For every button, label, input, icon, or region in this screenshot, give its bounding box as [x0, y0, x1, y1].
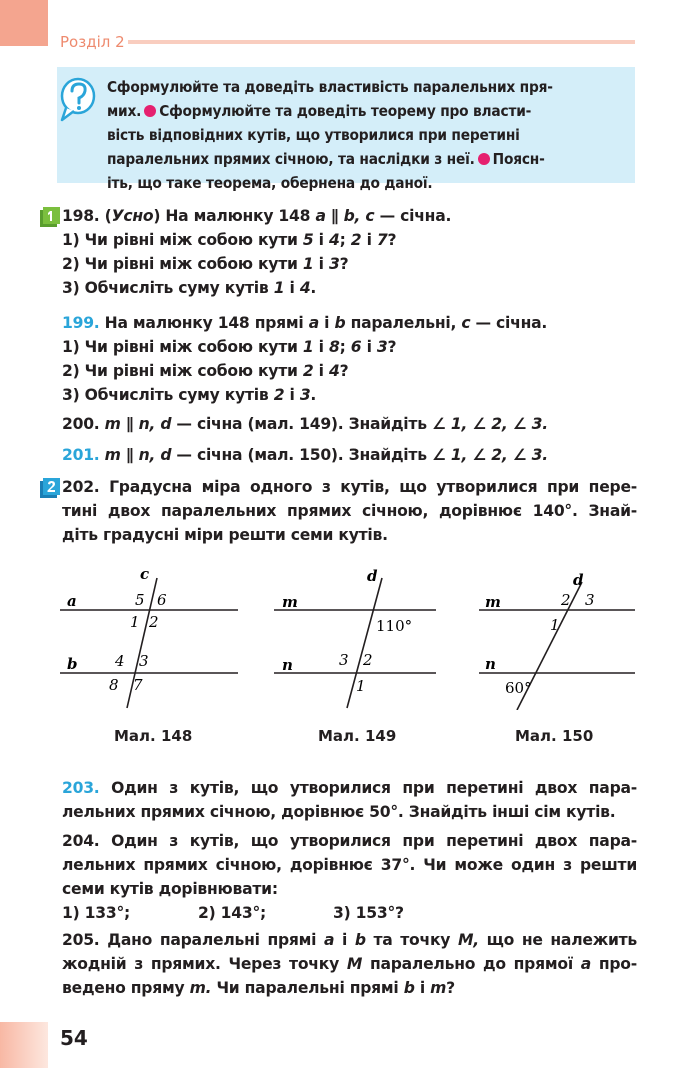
exercise-line: 202. Градусна міра одного з кутів, що утворилися при пере- — [62, 478, 637, 496]
angle-label: 5 — [135, 591, 145, 609]
figure-150 — [475, 560, 640, 710]
exercise-line: ведено пряму m. Чи паралельні прямі b і m? — [62, 979, 455, 997]
angle-label: 3 — [585, 591, 595, 609]
section-label: Розділ 2 — [60, 33, 125, 51]
review-line: паралельних прямих січною, та наслідки з неї. Поясн- — [107, 150, 545, 168]
angle-label: 3 — [139, 652, 149, 670]
header-rule — [128, 40, 635, 44]
angle-label: 1 — [356, 677, 366, 695]
corner-decoration — [0, 0, 48, 46]
exercise-line: 2) Чи рівні між собою кути 2 і 4? — [62, 362, 349, 380]
line-label-b: b — [67, 655, 78, 673]
exercise-line: 1) Чи рівні між собою кути 1 і 8; 6 і 3? — [62, 338, 397, 356]
angle-label: 4 — [115, 652, 125, 670]
exercise-199 — [62, 311, 637, 407]
option: 3) 153°? — [333, 904, 404, 922]
line-label-n: n — [282, 656, 293, 674]
angle-label: 110° — [376, 617, 413, 635]
exercise-line: 200. m ∥ n, d — січна (мал. 149). Знайдіть ∠ 1, ∠ 2, ∠ 3. — [62, 415, 548, 433]
angle-label: 6 — [157, 591, 167, 609]
exercise-line: тині двох паралельних прямих січною, дорівнює 140°. Знай- — [62, 502, 637, 520]
exercise-205 — [62, 928, 637, 1000]
exercise-line: 199. На малюнку 148 прямі a і b паралельні, c — січна. — [62, 314, 548, 332]
exercise-line: лельних прямих січною, дорівнює 37°. Чи може один з решти — [62, 856, 637, 874]
exercise-198 — [62, 204, 637, 300]
angle-label: 2 — [363, 651, 373, 669]
exercise-line: 203. Один з кутів, що утворилися при перетині двох пара- — [62, 779, 637, 797]
exercise-line: 198. (Усно) На малюнку 148 a ∥ b, c — січна. — [62, 207, 452, 225]
review-line: іть, що таке теорема, обернена до даної. — [107, 174, 433, 192]
line-label-m: m — [485, 593, 501, 611]
exercise-204 — [62, 829, 637, 925]
exercise-line: діть градусні міри решти семи кутів. — [62, 526, 388, 544]
exercise-line: 3) Обчисліть суму кутів 1 і 4. — [62, 279, 317, 297]
page-number: 54 — [60, 1026, 88, 1050]
exercise-line: 205. Дано паралельні прямі a і b та точку M, що не належить — [62, 931, 638, 949]
angle-label: 7 — [133, 676, 143, 694]
exercise-line: лельних прямих січною, дорівнює 50°. Знайдіть інші сім кутів. — [62, 803, 616, 821]
review-questions-box — [57, 67, 635, 192]
exercise-202 — [62, 475, 637, 547]
review-line: вість відповідних кутів, що утворилися при перетині — [107, 126, 520, 144]
figure-148 — [60, 560, 245, 710]
figure-148-caption: Мал. 148 — [114, 727, 193, 745]
line-label-d: d — [367, 567, 378, 585]
figure-149 — [272, 560, 442, 710]
angle-label: 2 — [149, 613, 159, 631]
line-label-n: n — [485, 655, 496, 673]
exercise-203 — [62, 776, 637, 824]
angle-label: 60° — [505, 679, 532, 697]
question-bubble-icon — [60, 76, 98, 122]
option: 1) 133°; — [62, 904, 130, 922]
exercise-line: 204. Один з кутів, що утворилися при перетині двох пара- — [62, 832, 637, 850]
exercise-line: 1) Чи рівні між собою кути 5 і 4; 2 і 7? — [62, 231, 397, 249]
review-line: Сформулюйте та доведіть властивість паралельних пря- — [107, 78, 553, 96]
review-line: мих. Сформулюйте та доведіть теорему про власти- — [107, 102, 532, 120]
bullet-dot-icon — [144, 105, 156, 117]
angle-label: 1 — [130, 613, 140, 631]
exercise-201 — [62, 443, 637, 467]
exercise-line: 3) Обчисліть суму кутів 2 і 3. — [62, 386, 317, 404]
exercise-line: 2) Чи рівні між собою кути 1 і 3? — [62, 255, 349, 273]
figure-150-caption: Мал. 150 — [515, 727, 594, 745]
level-1-badge-icon — [40, 207, 60, 227]
angle-label: 1 — [550, 616, 560, 634]
exercise-200 — [62, 412, 637, 436]
review-questions-text — [107, 75, 629, 195]
option: 2) 143°; — [198, 904, 266, 922]
line-label-m: m — [282, 593, 298, 611]
footer-decoration — [0, 1022, 48, 1068]
angle-label: 8 — [109, 676, 119, 694]
line-label-d: d — [573, 571, 584, 589]
exercise-line: семи кутів дорівнювати: — [62, 880, 278, 898]
exercise-options — [62, 901, 637, 925]
line-label-c: c — [140, 565, 150, 583]
exercise-line: жодній з прямих. Через точку M паралельно до прямої a про- — [62, 955, 637, 973]
angle-label: 2 — [561, 591, 571, 609]
angle-label: 3 — [339, 651, 349, 669]
level-2-badge-icon — [40, 478, 60, 498]
figure-149-caption: Мал. 149 — [318, 727, 397, 745]
bullet-dot-icon — [478, 153, 490, 165]
exercise-line: 201. m ∥ n, d — січна (мал. 150). Знайдіть ∠ 1, ∠ 2, ∠ 3. — [62, 446, 548, 464]
line-label-a: a — [67, 592, 77, 610]
